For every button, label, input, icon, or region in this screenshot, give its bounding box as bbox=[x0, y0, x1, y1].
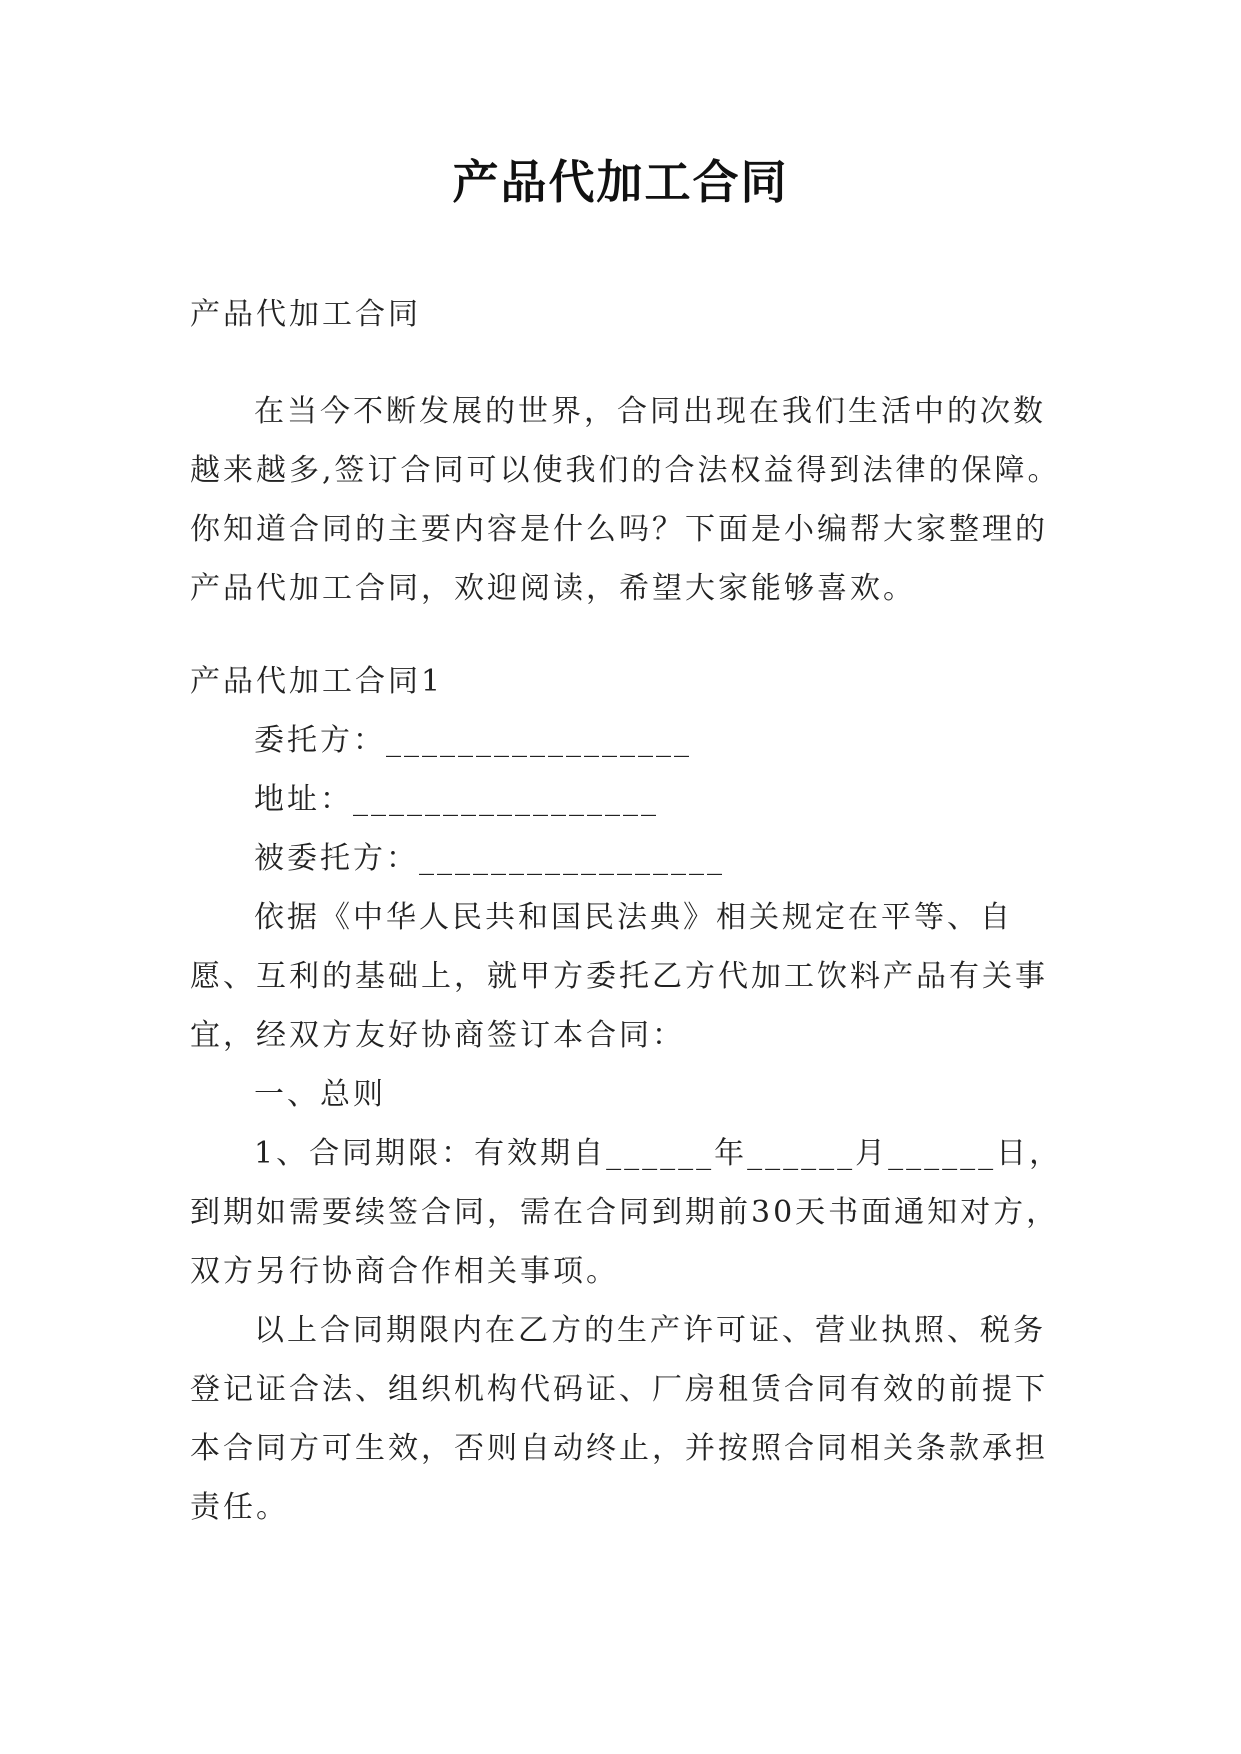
subtitle-paragraph: 产品代加工合同 bbox=[190, 297, 421, 332]
address-line: 地址：_________________ bbox=[254, 782, 659, 817]
document-title: 产品代加工合同 bbox=[452, 155, 789, 209]
contractor-party-line: 被委托方：_________________ bbox=[254, 841, 725, 876]
section-heading-contract-1: 产品代加工合同1 bbox=[190, 664, 444, 699]
contract-term-paragraph: 1、合同期限：有效期自______年______月______日，到期如需要续签合同，需在合同到期前30天书面通知对方，双方另行协商合作相关事项。 bbox=[190, 1136, 1063, 1289]
basis-paragraph: 依据《中华人民共和国民法典》相关规定在平等、自愿、互利的基础上，就甲方委托乙方代加工饮料产品有关事宜，经双方友好协商签订本合同： bbox=[190, 900, 1048, 1053]
general-provisions-heading: 一、总则 bbox=[254, 1077, 386, 1112]
intro-paragraph: 在当今不断发展的世界，合同出现在我们生活中的次数越来越多,签订合同可以使我们的合法权益得到法律的保障。你知道合同的主要内容是什么吗？下面是小编帮大家整理的产品代加工合同，欢迎阅读，希望大家能够喜欢。 bbox=[190, 394, 1061, 606]
client-party-line: 委托方：_________________ bbox=[254, 723, 692, 758]
document-body bbox=[190, 285, 1070, 1537]
validity-condition-paragraph: 以上合同期限内在乙方的生产许可证、营业执照、税务登记证合法、组织机构代码证、厂房租赁合同有效的前提下本合同方可生效，否则自动终止，并按照合同相关条款承担责任。 bbox=[190, 1313, 1048, 1525]
